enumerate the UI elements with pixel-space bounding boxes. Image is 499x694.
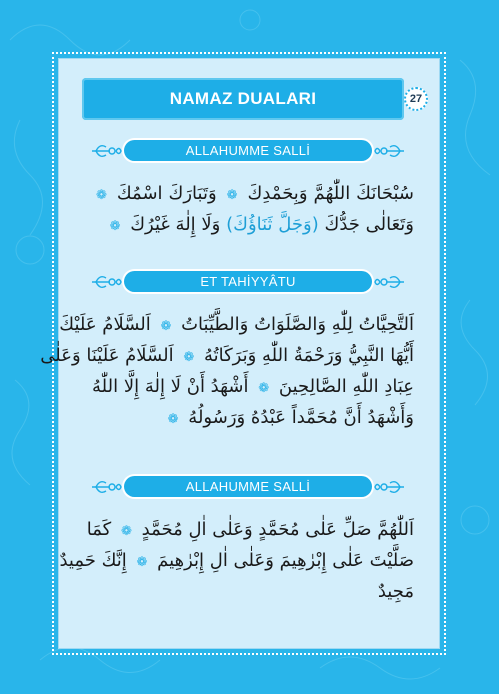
- rosette-icon: ❁: [258, 381, 270, 396]
- text-line: أَيُّهَا النَّبِيُّ وَرَحْمَةُ اللّٰهِ وَبَرَكَاتُهُ ❁ اَلسَّلَامُ عَلَيْنَا وَعَلٰى: [40, 345, 414, 366]
- section-header-3: [90, 475, 406, 499]
- section-header-2: [90, 270, 406, 294]
- rosette-icon: ❁: [167, 412, 179, 427]
- text-line: صَلَّيْتَ عَلٰى إِبْرٰهِيمَ وَعَلٰى اٰلِ إِبْرٰهِيمَ ❁ إِنَّكَ حَمِيدٌ: [59, 550, 414, 571]
- text-line: وَتَعَالٰى جَدُّكَ (وَجَلَّ ثَنَاؤُكَ) وَلَا إِلٰهَ غَيْرُكَ ❁: [109, 214, 414, 235]
- rosette-icon: ❁: [183, 350, 195, 365]
- flourish-ornament-icon: [90, 139, 122, 163]
- rosette-icon: ❁: [120, 524, 132, 539]
- text-line: مَجِيدٌ: [377, 581, 414, 602]
- flourish-ornament-icon: [374, 139, 406, 163]
- flourish-ornament-icon: [374, 270, 406, 294]
- flourish-ornament-icon: [374, 475, 406, 499]
- text-line: اَللّٰهُمَّ صَلِّ عَلٰى مُحَمَّدٍ وَعَلٰى اٰلِ مُحَمَّدٍ ❁ كَمَا: [86, 519, 414, 540]
- text-line: عِبَادِ اللّٰهِ الصَّالِحِينَ ❁ أَشْهَدُ أَنْ لَا إِلٰهَ إِلَّا اللّٰهُ: [92, 376, 414, 397]
- prayer-text-tahiyyat: [40, 309, 414, 433]
- section-header-1: [90, 139, 406, 163]
- text-line: وَأَشْهَدُ أَنَّ مُحَمَّداً عَبْدُهُ وَرَسُولُهُ ❁: [167, 407, 414, 428]
- rosette-icon: ❁: [96, 188, 107, 203]
- page-title: NAMAZ DUALARI: [82, 78, 404, 120]
- text-line: اَلتَّحِيَّاتُ لِلّٰهِ وَالصَّلَوَاتُ وَالطَّيِّبَاتُ ❁ اَلسَّلَامُ عَلَيْكَ: [59, 314, 414, 335]
- prayer-text-subhaneke: [92, 178, 414, 240]
- rosette-icon: ❁: [109, 219, 121, 234]
- flourish-ornament-icon: [90, 475, 122, 499]
- text-line: سُبْحَانَكَ اللّٰهُمَّ وَبِحَمْدِكَ ❁ وَتَبَارَكَ اسْمُكَ ❁: [96, 183, 414, 204]
- section-title: ALLAHUMME SALLİ: [124, 476, 372, 497]
- rosette-icon: ❁: [160, 319, 172, 334]
- page-number: 27: [404, 87, 428, 111]
- rosette-icon: ❁: [226, 188, 238, 203]
- section-title: ET TAHİYYÂTU: [124, 271, 372, 292]
- rosette-icon: ❁: [136, 555, 148, 570]
- section-title: ALLAHUMME SALLİ: [124, 140, 372, 161]
- flourish-ornament-icon: [90, 270, 122, 294]
- prayer-text-salli: [59, 514, 414, 607]
